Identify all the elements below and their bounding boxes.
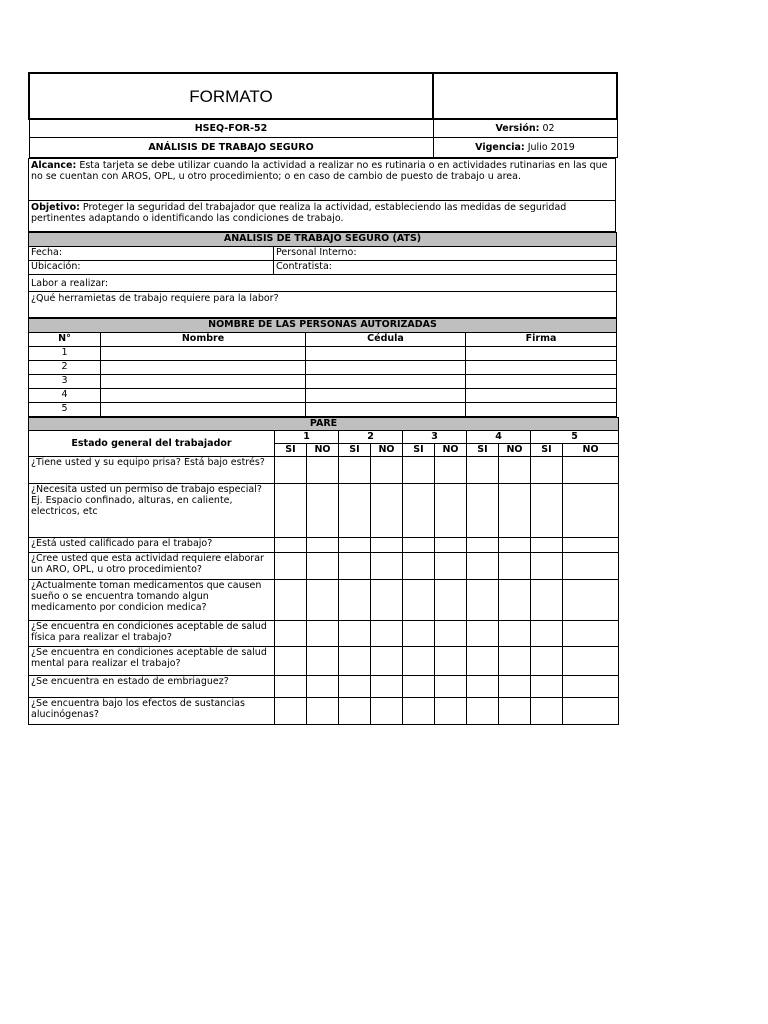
people-row-number: 2 — [29, 360, 101, 374]
pare-group-1: 1 — [275, 430, 339, 443]
document-name: ANÁLISIS DE TRABAJO SEGURO — [29, 137, 433, 157]
pare-question-row — [29, 697, 619, 724]
pare-question-row — [29, 646, 619, 675]
pare-si-cell[interactable] — [467, 620, 499, 646]
form-title: FORMATO — [29, 73, 433, 119]
people-row-number: 5 — [29, 402, 101, 416]
pare-si-cell[interactable] — [339, 675, 371, 697]
pare-si-cell[interactable] — [403, 483, 435, 537]
pare-si-cell[interactable] — [467, 456, 499, 483]
pare-no-cell[interactable] — [371, 579, 403, 620]
pare-si-cell[interactable] — [467, 697, 499, 724]
people-row — [29, 374, 617, 388]
pare-table — [28, 417, 619, 725]
pare-no-cell[interactable] — [499, 579, 531, 620]
people-row — [29, 402, 617, 416]
pare-no-cell[interactable] — [371, 697, 403, 724]
pare-no-cell[interactable] — [307, 697, 339, 724]
pare-no-cell[interactable] — [371, 620, 403, 646]
pare-si-cell[interactable] — [531, 620, 563, 646]
pare-no-cell[interactable] — [435, 646, 467, 675]
pare-si-cell[interactable] — [339, 620, 371, 646]
pare-no-header: NO — [563, 443, 619, 456]
pare-no-cell[interactable] — [307, 620, 339, 646]
pare-si-cell[interactable] — [531, 483, 563, 537]
pare-no-cell[interactable] — [371, 675, 403, 697]
scope-label: Alcance: — [31, 159, 77, 171]
pare-si-cell[interactable] — [275, 456, 307, 483]
contratista-field[interactable]: Contratista: — [274, 260, 617, 274]
pare-section-title: PARE — [29, 417, 619, 430]
people-name-cell[interactable] — [101, 346, 306, 360]
pare-group-3: 3 — [403, 430, 467, 443]
pare-si-cell[interactable] — [531, 579, 563, 620]
pare-si-cell[interactable] — [403, 579, 435, 620]
pare-no-cell[interactable] — [499, 620, 531, 646]
pare-no-cell[interactable] — [563, 646, 619, 675]
pare-question-text: ¿Se encuentra bajo los efectos de sustancias alucinógenas? — [29, 697, 275, 724]
pare-question-row — [29, 579, 619, 620]
pare-no-cell[interactable] — [563, 483, 619, 537]
ubicacion-field[interactable]: Ubicación: — [29, 260, 274, 274]
pare-si-cell[interactable] — [403, 675, 435, 697]
people-id-cell[interactable] — [306, 388, 466, 402]
pare-question-text: ¿Tiene usted y su equipo prisa? Está bajo estrés? — [29, 456, 275, 483]
pare-question-row — [29, 537, 619, 552]
pare-no-cell[interactable] — [499, 697, 531, 724]
pare-si-cell[interactable] — [403, 646, 435, 675]
version-cell — [433, 119, 617, 137]
pare-si-header: SI — [339, 443, 371, 456]
people-name-cell[interactable] — [101, 374, 306, 388]
pare-question-text: ¿Se encuentra en condiciones aceptable de salud física para realizar el trabajo? — [29, 620, 275, 646]
pare-no-cell[interactable] — [307, 646, 339, 675]
people-sign-cell[interactable] — [466, 388, 617, 402]
form-code: HSEQ-FOR-52 — [29, 119, 433, 137]
pare-si-cell[interactable] — [531, 675, 563, 697]
pare-group-2: 2 — [339, 430, 403, 443]
pare-no-cell[interactable] — [499, 456, 531, 483]
people-id-cell[interactable] — [306, 402, 466, 416]
pare-no-cell[interactable] — [563, 537, 619, 552]
people-name-cell[interactable] — [101, 360, 306, 374]
pare-no-cell[interactable] — [563, 579, 619, 620]
pare-si-cell[interactable] — [403, 552, 435, 579]
people-id-cell[interactable] — [306, 360, 466, 374]
herramientas-field[interactable]: ¿Qué herramietas de trabajo requiere para la labor? — [29, 291, 617, 317]
people-id-cell[interactable] — [306, 346, 466, 360]
pare-no-cell[interactable] — [499, 675, 531, 697]
pare-si-cell[interactable] — [531, 456, 563, 483]
pare-no-cell[interactable] — [563, 675, 619, 697]
scope-text: Alcance: Esta tarjeta se debe utilizar cuando la actividad a realizar no es rutinaria o en actividades rutinarias en las que no se cuentan con AROS, OPL, u otro procedimiento; o en caso de cambio de puesto de trabajo u area. — [29, 158, 616, 200]
people-row-number: 4 — [29, 388, 101, 402]
pare-si-cell[interactable] — [339, 579, 371, 620]
pare-si-cell[interactable] — [275, 675, 307, 697]
people-table — [28, 318, 617, 417]
people-sign-cell[interactable] — [466, 346, 617, 360]
pare-si-cell[interactable] — [339, 697, 371, 724]
pare-si-cell[interactable] — [275, 537, 307, 552]
people-id-cell[interactable] — [306, 374, 466, 388]
pare-no-header: NO — [371, 443, 403, 456]
pare-no-cell[interactable] — [435, 579, 467, 620]
logo-area — [433, 73, 617, 119]
pare-group-4: 4 — [467, 430, 531, 443]
pare-no-cell[interactable] — [499, 537, 531, 552]
pare-no-cell[interactable] — [371, 552, 403, 579]
pare-si-cell[interactable] — [467, 483, 499, 537]
pare-si-cell[interactable] — [467, 552, 499, 579]
pare-si-header: SI — [467, 443, 499, 456]
objective-text: Objetivo: Proteger la seguridad del trabajador que realiza la actividad, estableciendo las medidas de seguridad pertinentes adaptando o identificando las condiciones de trabajo. — [29, 200, 616, 231]
pare-si-cell[interactable] — [275, 620, 307, 646]
validity-cell — [433, 137, 617, 157]
pare-si-cell[interactable] — [531, 537, 563, 552]
pare-no-cell[interactable] — [307, 456, 339, 483]
ats-form — [28, 72, 616, 725]
people-row — [29, 360, 617, 374]
pare-no-cell[interactable] — [563, 697, 619, 724]
pare-si-cell[interactable] — [467, 537, 499, 552]
objective-label: Objetivo: — [31, 201, 80, 213]
pare-si-header: SI — [403, 443, 435, 456]
pare-si-cell[interactable] — [403, 537, 435, 552]
people-sign-cell[interactable] — [466, 374, 617, 388]
pare-no-cell[interactable] — [435, 456, 467, 483]
version-label: Versión: — [495, 122, 540, 134]
pare-no-cell[interactable] — [307, 552, 339, 579]
pare-question-text: ¿Actualmente toman medicamentos que causen sueño o se encuentra tomando algun medicamento por condicion medica? — [29, 579, 275, 620]
pare-no-cell[interactable] — [499, 483, 531, 537]
pare-no-cell[interactable] — [435, 675, 467, 697]
col-name: Nombre — [101, 332, 306, 346]
pare-no-cell[interactable] — [499, 552, 531, 579]
pare-si-cell[interactable] — [339, 456, 371, 483]
pare-no-cell[interactable] — [371, 537, 403, 552]
col-no: N° — [29, 332, 101, 346]
pare-question-row — [29, 552, 619, 579]
labor-field[interactable]: Labor a realizar: — [29, 274, 617, 291]
validity-label: Vigencia: — [475, 141, 525, 153]
pare-question-text: ¿Cree usted que esta actividad requiere elaborar un ARO, OPL, u otro procedimiento? — [29, 552, 275, 579]
pare-no-header: NO — [499, 443, 531, 456]
pare-no-cell[interactable] — [371, 456, 403, 483]
pare-no-cell[interactable] — [371, 646, 403, 675]
people-name-cell[interactable] — [101, 388, 306, 402]
pare-si-cell[interactable] — [531, 697, 563, 724]
pare-no-cell[interactable] — [307, 579, 339, 620]
pare-si-header: SI — [531, 443, 563, 456]
fecha-field[interactable]: Fecha: — [29, 246, 274, 260]
pare-si-cell[interactable] — [339, 646, 371, 675]
pare-si-cell[interactable] — [275, 483, 307, 537]
people-row — [29, 388, 617, 402]
ats-section-title: ANALISIS DE TRABAJO SEGURO (ATS) — [29, 232, 617, 246]
pare-question-row — [29, 675, 619, 697]
people-sign-cell[interactable] — [466, 402, 617, 416]
pare-si-cell[interactable] — [275, 579, 307, 620]
pare-question-row — [29, 620, 619, 646]
pare-no-cell[interactable] — [435, 483, 467, 537]
pare-no-cell[interactable] — [307, 537, 339, 552]
pare-question-row — [29, 483, 619, 537]
people-section-title: NOMBRE DE LAS PERSONAS AUTORIZADAS — [29, 318, 617, 332]
people-row-number: 1 — [29, 346, 101, 360]
col-sign: Firma — [466, 332, 617, 346]
pare-question-text: ¿Necesita usted un permiso de trabajo especial? Ej. Espacio confinado, alturas, en caliente, electricos, etc — [29, 483, 275, 537]
pare-no-cell[interactable] — [371, 483, 403, 537]
pare-si-cell[interactable] — [275, 552, 307, 579]
pare-question-text: ¿Se encuentra en condiciones aceptable de salud mental para realizar el trabajo? — [29, 646, 275, 675]
pare-si-cell[interactable] — [339, 537, 371, 552]
pare-question-text: ¿Se encuentra en estado de embriaguez? — [29, 675, 275, 697]
pare-si-cell[interactable] — [467, 675, 499, 697]
people-row — [29, 346, 617, 360]
pare-no-cell[interactable] — [563, 456, 619, 483]
pare-si-cell[interactable] — [531, 552, 563, 579]
pare-no-header: NO — [435, 443, 467, 456]
pare-si-cell[interactable] — [339, 483, 371, 537]
scope-objective-table — [28, 158, 616, 232]
header-table — [28, 72, 618, 158]
pare-no-header: NO — [307, 443, 339, 456]
pare-group-5: 5 — [531, 430, 619, 443]
pare-no-cell[interactable] — [499, 646, 531, 675]
pare-no-cell[interactable] — [435, 552, 467, 579]
pare-no-cell[interactable] — [435, 620, 467, 646]
pare-si-cell[interactable] — [467, 646, 499, 675]
pare-si-cell[interactable] — [403, 697, 435, 724]
pare-si-cell[interactable] — [403, 620, 435, 646]
pare-label: Estado general del trabajador — [29, 430, 275, 456]
pare-no-cell[interactable] — [435, 697, 467, 724]
pare-question-row — [29, 456, 619, 483]
pare-si-cell[interactable] — [339, 552, 371, 579]
pare-si-cell[interactable] — [275, 697, 307, 724]
pare-question-text: ¿Está usted calificado para el trabajo? — [29, 537, 275, 552]
pare-si-cell[interactable] — [531, 646, 563, 675]
pare-no-cell[interactable] — [435, 537, 467, 552]
pare-no-cell[interactable] — [563, 552, 619, 579]
people-name-cell[interactable] — [101, 402, 306, 416]
pare-no-cell[interactable] — [563, 620, 619, 646]
pare-no-cell[interactable] — [307, 675, 339, 697]
people-row-number: 3 — [29, 374, 101, 388]
pare-si-cell[interactable] — [275, 646, 307, 675]
validity-value: Julio 2019 — [527, 141, 575, 153]
ats-table — [28, 232, 617, 318]
version-value: 02 — [542, 122, 555, 134]
pare-no-cell[interactable] — [307, 483, 339, 537]
people-rows — [29, 346, 617, 416]
people-sign-cell[interactable] — [466, 360, 617, 374]
col-id: Cédula — [306, 332, 466, 346]
pare-si-cell[interactable] — [467, 579, 499, 620]
pare-rows — [29, 456, 619, 724]
pare-si-cell[interactable] — [403, 456, 435, 483]
personal-interno-field[interactable]: Personal Interno: — [274, 246, 617, 260]
pare-si-header: SI — [275, 443, 307, 456]
